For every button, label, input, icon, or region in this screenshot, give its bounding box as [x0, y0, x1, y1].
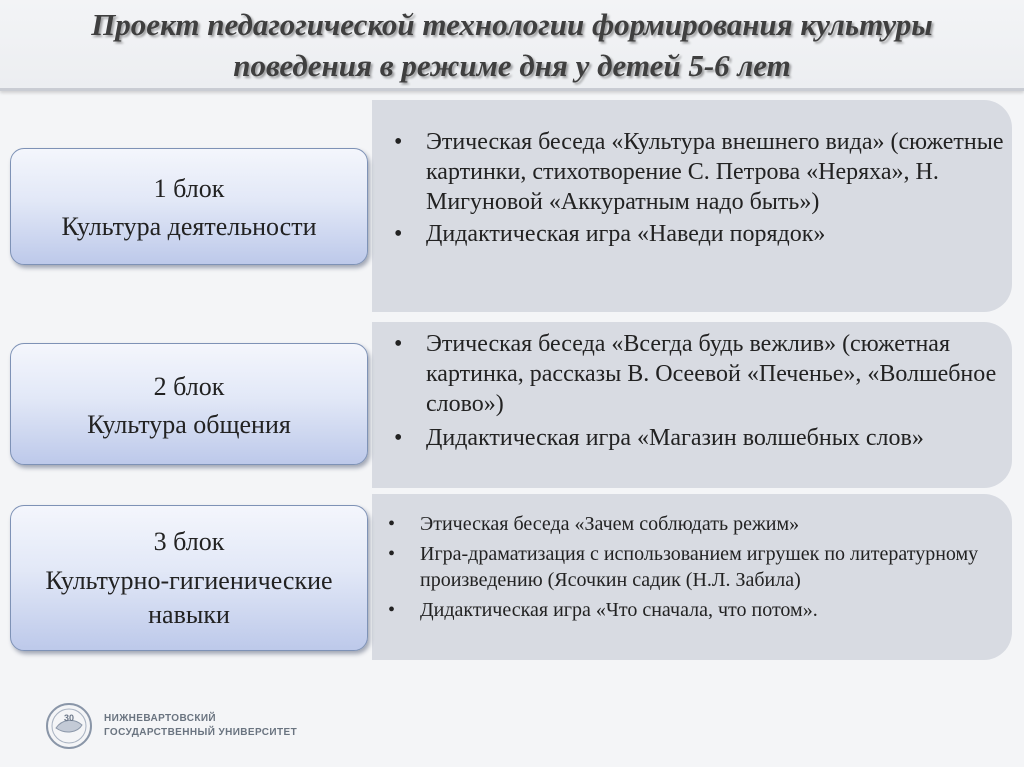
block-2-content-panel [372, 322, 1012, 488]
block-1-box [10, 148, 368, 265]
block-2-item-list [372, 329, 1012, 453]
list-item: • Дидактическая игра «Магазин волшебных слов» [426, 423, 1012, 453]
block-number: 3 блок [153, 527, 225, 556]
block-3-item-list [372, 511, 1012, 623]
list-item: • Этическая беседа «Зачем соблюдать режим» [420, 511, 1012, 537]
block-title: Культурно-гигиенические навыки [45, 566, 333, 629]
university-name-line-2: ГОСУДАРСТВЕННЫЙ УНИВЕРСИТЕТ [104, 727, 298, 738]
slide-title: Проект педагогической технологии формирования культуры поведения в режиме дня у детей 5-6 лет [91, 7, 933, 83]
block-2-box [10, 343, 368, 465]
university-logo-icon [44, 701, 94, 751]
block-title: Культура деятельности [61, 212, 317, 241]
block-1-item-list [372, 127, 1012, 249]
university-name [104, 712, 297, 740]
list-item: • Дидактическая игра «Наведи порядок» [426, 219, 1012, 249]
block-1-content-panel [372, 100, 1012, 312]
block-3-box [10, 505, 368, 651]
block-number: 2 блок [153, 372, 225, 401]
logo-number: 30 [63, 713, 75, 723]
list-item: • Этическая беседа «Всегда будь вежлив» (сюжетная картинка, рассказы В. Осеевой «Печенье», «Волшебное слово») [426, 329, 1012, 419]
block-title: Культура общения [87, 410, 291, 439]
list-item: • Этическая беседа «Культура внешнего вида» (сюжетные картинки, стихотворение С. Петрова «Неряха», Н. Мигуновой «Аккуратным надо быть») [426, 127, 1012, 217]
list-item: • Игра-драматизация с использованием игрушек по литературному произведению (Ясочкин садик (Н.Л. Забила) [420, 541, 1012, 593]
block-3-content-panel [372, 494, 1012, 660]
block-number: 1 блок [153, 174, 225, 203]
university-name-line-1: НИЖНЕВАРТОВСКИЙ [104, 713, 217, 724]
list-item: • Дидактическая игра «Что сначала, что потом». [420, 597, 1012, 623]
